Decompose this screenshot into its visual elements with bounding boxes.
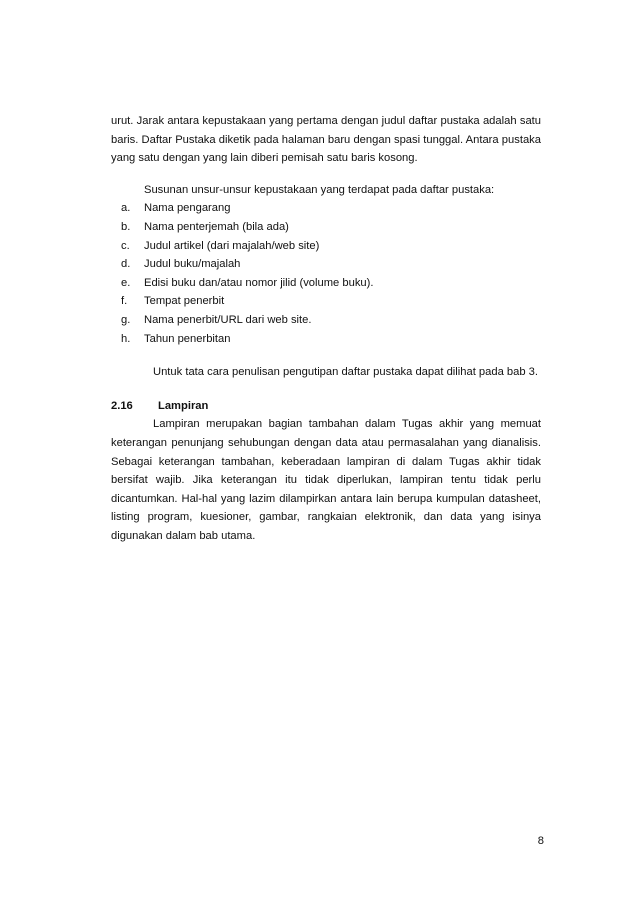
list-item-letter: f. [121,295,128,308]
list-item-letter: g. [121,313,131,326]
reference-elements-list [111,199,541,348]
list-item-text: Tempat penerbit [144,295,225,308]
section-heading [111,397,541,416]
section-title: Lampiran [158,399,209,412]
list-item-text: Judul artikel (dari majalah/web site) [144,239,320,252]
list-item-text: Judul buku/majalah [144,258,241,271]
list-item [111,292,541,311]
page-number: 8 [537,835,544,847]
list-item [111,199,541,218]
page-content [111,112,541,545]
list-item-text: Edisi buku dan/atau nomor jilid (volume buku). [144,276,374,289]
list-item [111,255,541,274]
list-item-text: Nama penterjemah (bila ada) [144,220,289,233]
reference-note-paragraph: Untuk tata cara penulisan pengutipan daftar pustaka dapat dilihat pada bab 3. [153,366,539,379]
list-item-text: Tahun penerbitan [144,332,231,345]
list-item [111,274,541,293]
list-item-letter: b. [121,220,131,233]
list-item-letter: c. [121,239,130,252]
list-item-text: Nama pengarang [144,202,231,215]
list-item-letter: d. [121,258,131,271]
section-paragraph: Lampiran merupakan bagian tambahan dalam Tugas akhir yang memuat keterangan penunjang sehubungan dengan data atau permasalahan yang dianalisis. Sebagai keterangan tambahan, keberadaan lampiran di dalam Tugas akhir tidak bersifat wajib. Jika keterangan itu tidak diperlukan, lampiran tentu tidak perlu dicantumkan. Hal-hal yang lazim dilampirkan antara lain berupa kumpulan datasheet, listing program, kuesioner, gambar, rangkaian elektronik, dan data yang isinya digunakan dalam bab utama. [111,418,541,542]
list-item-text: Nama penerbit/URL dari web site. [144,313,312,326]
list-item [111,237,541,256]
list-item-letter: e. [121,276,131,289]
list-item-letter: h. [121,332,131,345]
list-item [111,218,541,237]
list-intro: Susunan unsur-unsur kepustakaan yang terdapat pada daftar pustaka: [144,183,495,196]
opening-paragraph: urut. Jarak antara kepustakaan yang pertama dengan judul daftar pustaka adalah satu baris. Daftar Pustaka diketik pada halaman baru dengan spasi tunggal. Antara pustaka yang satu dengan yang lain diberi pemisah satu baris kosong. [111,115,541,165]
list-item-letter: a. [121,202,131,215]
list-item [111,330,541,349]
list-item [111,311,541,330]
section-number: 2.16 [111,399,133,412]
